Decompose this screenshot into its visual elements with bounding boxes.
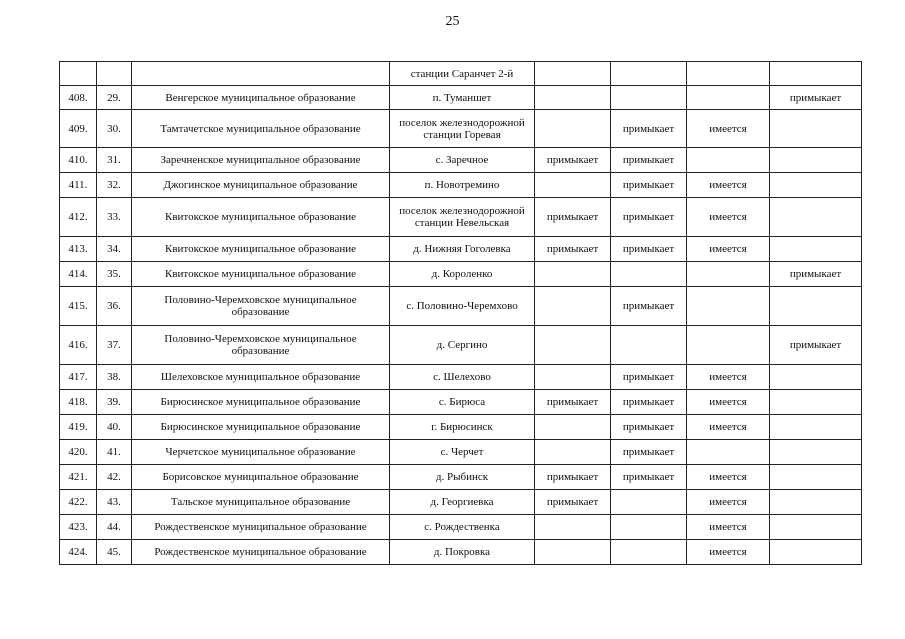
cell-index: 413.	[60, 237, 97, 262]
cell-municipality: Венгерское муниципальное образование	[132, 86, 390, 110]
table-row	[60, 415, 862, 440]
table-row	[60, 515, 862, 540]
cell-col3: имеется	[687, 110, 770, 148]
cell-col4: примыкает	[770, 262, 862, 287]
cell-index: 410.	[60, 148, 97, 173]
cell-col2	[611, 326, 687, 365]
cell-index: 424.	[60, 540, 97, 565]
cell-col2	[611, 515, 687, 540]
cell-col2: примыкает	[611, 148, 687, 173]
cell-settlement: п. Новотремино	[390, 173, 535, 198]
cell-col4	[770, 148, 862, 173]
cell-col4	[770, 540, 862, 565]
cell-settlement: с. Черчет	[390, 440, 535, 465]
cell-col1	[535, 110, 611, 148]
cell-municipality: Тамтачетское муниципальное образование	[132, 110, 390, 148]
cell-settlement: д. Короленко	[390, 262, 535, 287]
cell-subindex: 33.	[97, 198, 132, 237]
cell-municipality	[132, 62, 390, 86]
cell-subindex: 45.	[97, 540, 132, 565]
cell-col3: имеется	[687, 515, 770, 540]
cell-settlement: с. Шелехово	[390, 365, 535, 390]
cell-col2	[611, 86, 687, 110]
cell-col4	[770, 415, 862, 440]
cell-municipality: Бирюсинское муниципальное образование	[132, 390, 390, 415]
cell-col1	[535, 62, 611, 86]
cell-settlement: д. Георгиевка	[390, 490, 535, 515]
cell-col2: примыкает	[611, 440, 687, 465]
cell-settlement: д. Нижняя Гоголевка	[390, 237, 535, 262]
cell-col3: имеется	[687, 237, 770, 262]
cell-col1: примыкает	[535, 490, 611, 515]
cell-settlement: п. Туманшет	[390, 86, 535, 110]
cell-col3	[687, 62, 770, 86]
cell-col3	[687, 148, 770, 173]
cell-subindex: 34.	[97, 237, 132, 262]
table-row	[60, 540, 862, 565]
cell-col2	[611, 490, 687, 515]
cell-col1	[535, 262, 611, 287]
cell-subindex: 37.	[97, 326, 132, 365]
cell-col3: имеется	[687, 465, 770, 490]
cell-col1	[535, 365, 611, 390]
cell-col1: примыкает	[535, 198, 611, 237]
cell-col3: имеется	[687, 173, 770, 198]
cell-col1	[535, 326, 611, 365]
cell-index: 423.	[60, 515, 97, 540]
cell-index: 421.	[60, 465, 97, 490]
table-row	[60, 326, 862, 365]
cell-col4: примыкает	[770, 326, 862, 365]
cell-col2	[611, 540, 687, 565]
cell-index: 415.	[60, 287, 97, 326]
table-row	[60, 148, 862, 173]
cell-subindex: 31.	[97, 148, 132, 173]
cell-col4	[770, 465, 862, 490]
cell-col2: примыкает	[611, 465, 687, 490]
table-row	[60, 440, 862, 465]
cell-col1	[535, 440, 611, 465]
cell-col4	[770, 365, 862, 390]
cell-settlement: с. Половино-Черемхово	[390, 287, 535, 326]
cell-index: 412.	[60, 198, 97, 237]
cell-subindex: 29.	[97, 86, 132, 110]
cell-col3: имеется	[687, 540, 770, 565]
cell-settlement: д. Покровка	[390, 540, 535, 565]
cell-col3	[687, 86, 770, 110]
cell-col4	[770, 62, 862, 86]
cell-settlement: д. Сергино	[390, 326, 535, 365]
table-row-continuation	[60, 62, 862, 86]
cell-col1	[535, 287, 611, 326]
cell-col4	[770, 287, 862, 326]
cell-index: 422.	[60, 490, 97, 515]
cell-col1: примыкает	[535, 465, 611, 490]
cell-col2: примыкает	[611, 365, 687, 390]
cell-subindex: 44.	[97, 515, 132, 540]
cell-col3: имеется	[687, 390, 770, 415]
cell-index: 419.	[60, 415, 97, 440]
cell-col1	[535, 173, 611, 198]
cell-col3: имеется	[687, 365, 770, 390]
cell-index: 420.	[60, 440, 97, 465]
cell-col2: примыкает	[611, 287, 687, 326]
cell-col2	[611, 62, 687, 86]
cell-col4	[770, 440, 862, 465]
cell-municipality: Заречненское муниципальное образование	[132, 148, 390, 173]
cell-col2: примыкает	[611, 237, 687, 262]
cell-col4	[770, 490, 862, 515]
cell-subindex: 36.	[97, 287, 132, 326]
table-row	[60, 365, 862, 390]
cell-settlement: г. Бирюсинск	[390, 415, 535, 440]
cell-col3	[687, 440, 770, 465]
cell-municipality: Квитокское муниципальное образование	[132, 237, 390, 262]
cell-col1: примыкает	[535, 390, 611, 415]
cell-municipality: Борисовское муниципальное образование	[132, 465, 390, 490]
page-number: 25	[445, 14, 460, 29]
cell-municipality: Половино-Черемховское муниципальное образование	[132, 287, 390, 326]
cell-index	[60, 62, 97, 86]
table-row	[60, 465, 862, 490]
cell-col3: имеется	[687, 415, 770, 440]
table-row	[60, 262, 862, 287]
cell-subindex: 41.	[97, 440, 132, 465]
cell-municipality: Квитокское муниципальное образование	[132, 198, 390, 237]
cell-col2: примыкает	[611, 110, 687, 148]
cell-col3: имеется	[687, 490, 770, 515]
cell-col4: примыкает	[770, 86, 862, 110]
cell-col4	[770, 173, 862, 198]
cell-col2: примыкает	[611, 173, 687, 198]
cell-municipality: Рождественское муниципальное образование	[132, 540, 390, 565]
table-row	[60, 173, 862, 198]
cell-settlement: д. Рыбинск	[390, 465, 535, 490]
table-row	[60, 237, 862, 262]
cell-col2	[611, 262, 687, 287]
cell-settlement: станции Саранчет 2-й	[390, 62, 535, 86]
cell-index: 418.	[60, 390, 97, 415]
cell-municipality: Джогинское муниципальное образование	[132, 173, 390, 198]
cell-col2: примыкает	[611, 415, 687, 440]
cell-subindex: 43.	[97, 490, 132, 515]
cell-municipality: Бирюсинское муниципальное образование	[132, 415, 390, 440]
cell-subindex: 40.	[97, 415, 132, 440]
cell-col4	[770, 390, 862, 415]
cell-index: 417.	[60, 365, 97, 390]
cell-col4	[770, 515, 862, 540]
cell-subindex: 30.	[97, 110, 132, 148]
cell-col1	[535, 515, 611, 540]
cell-index: 409.	[60, 110, 97, 148]
cell-subindex: 35.	[97, 262, 132, 287]
cell-subindex: 32.	[97, 173, 132, 198]
cell-col1	[535, 540, 611, 565]
cell-col4	[770, 237, 862, 262]
settlements-table	[59, 61, 862, 565]
cell-col3	[687, 287, 770, 326]
cell-col1	[535, 415, 611, 440]
table-row	[60, 110, 862, 148]
cell-municipality: Черчетское муниципальное образование	[132, 440, 390, 465]
table-row	[60, 198, 862, 237]
table-row	[60, 490, 862, 515]
cell-col3: имеется	[687, 198, 770, 237]
table-row	[60, 287, 862, 326]
cell-col3	[687, 326, 770, 365]
cell-subindex: 38.	[97, 365, 132, 390]
cell-municipality: Шелеховское муниципальное образование	[132, 365, 390, 390]
cell-col2: примыкает	[611, 198, 687, 237]
table-row	[60, 390, 862, 415]
cell-settlement: поселок железнодорожной станции Невельская	[390, 198, 535, 237]
cell-subindex	[97, 62, 132, 86]
cell-municipality: Квитокское муниципальное образование	[132, 262, 390, 287]
table-row	[60, 86, 862, 110]
cell-col1: примыкает	[535, 237, 611, 262]
cell-col4	[770, 198, 862, 237]
cell-settlement: с. Бирюса	[390, 390, 535, 415]
cell-index: 416.	[60, 326, 97, 365]
cell-col4	[770, 110, 862, 148]
cell-municipality: Рождественское муниципальное образование	[132, 515, 390, 540]
cell-settlement: с. Рождественка	[390, 515, 535, 540]
cell-index: 411.	[60, 173, 97, 198]
cell-index: 414.	[60, 262, 97, 287]
cell-municipality: Тальское муниципальное образование	[132, 490, 390, 515]
table-body	[60, 62, 862, 565]
cell-settlement: поселок железнодорожной станции Горевая	[390, 110, 535, 148]
cell-subindex: 39.	[97, 390, 132, 415]
cell-index: 408.	[60, 86, 97, 110]
cell-col1	[535, 86, 611, 110]
cell-col2: примыкает	[611, 390, 687, 415]
cell-col1: примыкает	[535, 148, 611, 173]
cell-settlement: с. Заречное	[390, 148, 535, 173]
cell-municipality: Половино-Черемховское муниципальное образование	[132, 326, 390, 365]
cell-subindex: 42.	[97, 465, 132, 490]
cell-col3	[687, 262, 770, 287]
